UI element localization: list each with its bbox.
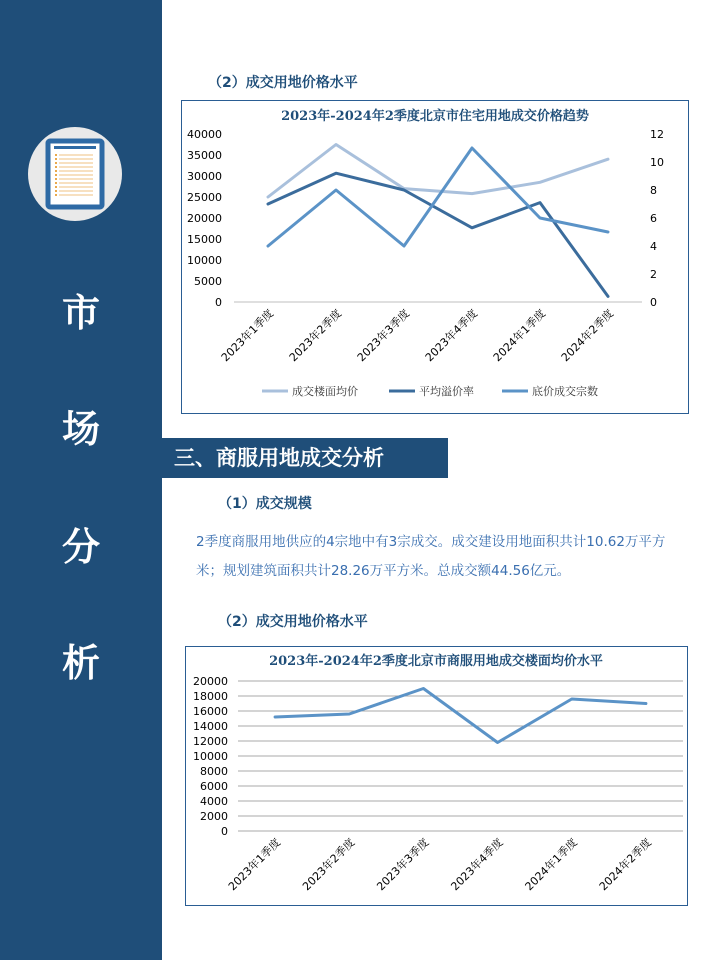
subheading-price-level-residential: （2）成交用地价格水平 bbox=[208, 75, 358, 91]
x-tick-label: 2023年2季度 bbox=[300, 835, 358, 894]
x-tick-label: 2023年3季度 bbox=[374, 835, 432, 894]
legend-label: 成交楼面均价 bbox=[292, 385, 358, 398]
residential-price-chart-svg bbox=[182, 101, 688, 413]
y-tick-label: 0 bbox=[215, 296, 222, 309]
commercial-price-chart-svg bbox=[186, 647, 687, 905]
x-tick-label: 2023年2季度 bbox=[286, 306, 345, 365]
y2-tick-label: 6 bbox=[650, 212, 657, 225]
section-banner-commercial: 三、商服用地成交分析 bbox=[162, 438, 448, 478]
y2-tick-label: 10 bbox=[650, 156, 664, 169]
chart-title: 2023年-2024年2季度北京市住宅用地成交价格趋势 bbox=[281, 109, 589, 124]
x-tick-label: 2023年1季度 bbox=[225, 835, 284, 894]
y-tick-label: 6000 bbox=[200, 780, 228, 793]
x-tick-label: 2024年1季度 bbox=[522, 835, 580, 894]
x-tick-label: 2023年4季度 bbox=[448, 835, 506, 894]
y-tick-label: 0 bbox=[221, 825, 228, 838]
sidebar-char: 场 bbox=[61, 407, 100, 451]
y-tick-label: 35000 bbox=[187, 149, 222, 162]
sidebar-char: 析 bbox=[61, 641, 100, 685]
residential-price-chart bbox=[181, 100, 689, 414]
y-tick-label: 15000 bbox=[187, 233, 222, 246]
transaction-scale-paragraph: 2季度商服用地供应的4宗地中有3宗成交。成交建设用地面积共计10.62万平方米；规划建筑面积共计28.26万平方米。总成交额44.56亿元。 bbox=[196, 534, 666, 579]
y-tick-label: 10000 bbox=[193, 750, 228, 763]
x-tick-label: 2024年1季度 bbox=[490, 306, 549, 365]
subheading-transaction-scale: （1）成交规模 bbox=[218, 496, 312, 512]
commercial-price-chart bbox=[185, 646, 688, 906]
x-tick-label: 2023年4季度 bbox=[422, 306, 481, 365]
series-line bbox=[268, 145, 608, 198]
x-tick-label: 2024年2季度 bbox=[596, 835, 655, 894]
x-tick-label: 2023年1季度 bbox=[218, 306, 277, 365]
legend-label: 平均溢价率 bbox=[419, 385, 474, 398]
x-tick-label: 2024年2季度 bbox=[558, 306, 617, 365]
y-tick-label: 4000 bbox=[200, 795, 228, 808]
y2-tick-label: 8 bbox=[650, 184, 657, 197]
chart-title: 2023年-2024年2季度北京市商服用地成交楼面均价水平 bbox=[269, 654, 603, 669]
y-tick-label: 40000 bbox=[187, 128, 222, 141]
document-list-icon bbox=[28, 127, 122, 221]
y-tick-label: 30000 bbox=[187, 170, 222, 183]
y-tick-label: 8000 bbox=[200, 765, 228, 778]
y-tick-label: 5000 bbox=[194, 275, 222, 288]
y-tick-label: 12000 bbox=[193, 735, 228, 748]
y-tick-label: 20000 bbox=[193, 675, 228, 688]
y-tick-label: 16000 bbox=[193, 705, 228, 718]
y-tick-label: 20000 bbox=[187, 212, 222, 225]
subheading-price-level-commercial: （2）成交用地价格水平 bbox=[218, 614, 368, 630]
y-tick-label: 18000 bbox=[193, 690, 228, 703]
x-tick-label: 2023年3季度 bbox=[354, 306, 413, 365]
y2-tick-label: 0 bbox=[650, 296, 657, 309]
sidebar-char: 市 bbox=[61, 291, 100, 335]
y-tick-label: 2000 bbox=[200, 810, 228, 823]
y-tick-label: 10000 bbox=[187, 254, 222, 267]
sidebar-char: 分 bbox=[61, 525, 100, 569]
y2-tick-label: 12 bbox=[650, 128, 664, 141]
series-line bbox=[268, 148, 608, 246]
y-tick-label: 25000 bbox=[187, 191, 222, 204]
sidebar bbox=[0, 0, 162, 960]
series-line bbox=[275, 689, 646, 743]
y2-tick-label: 2 bbox=[650, 268, 657, 281]
y2-tick-label: 4 bbox=[650, 240, 657, 253]
legend-label: 底价成交宗数 bbox=[532, 385, 598, 398]
y-tick-label: 14000 bbox=[193, 720, 228, 733]
